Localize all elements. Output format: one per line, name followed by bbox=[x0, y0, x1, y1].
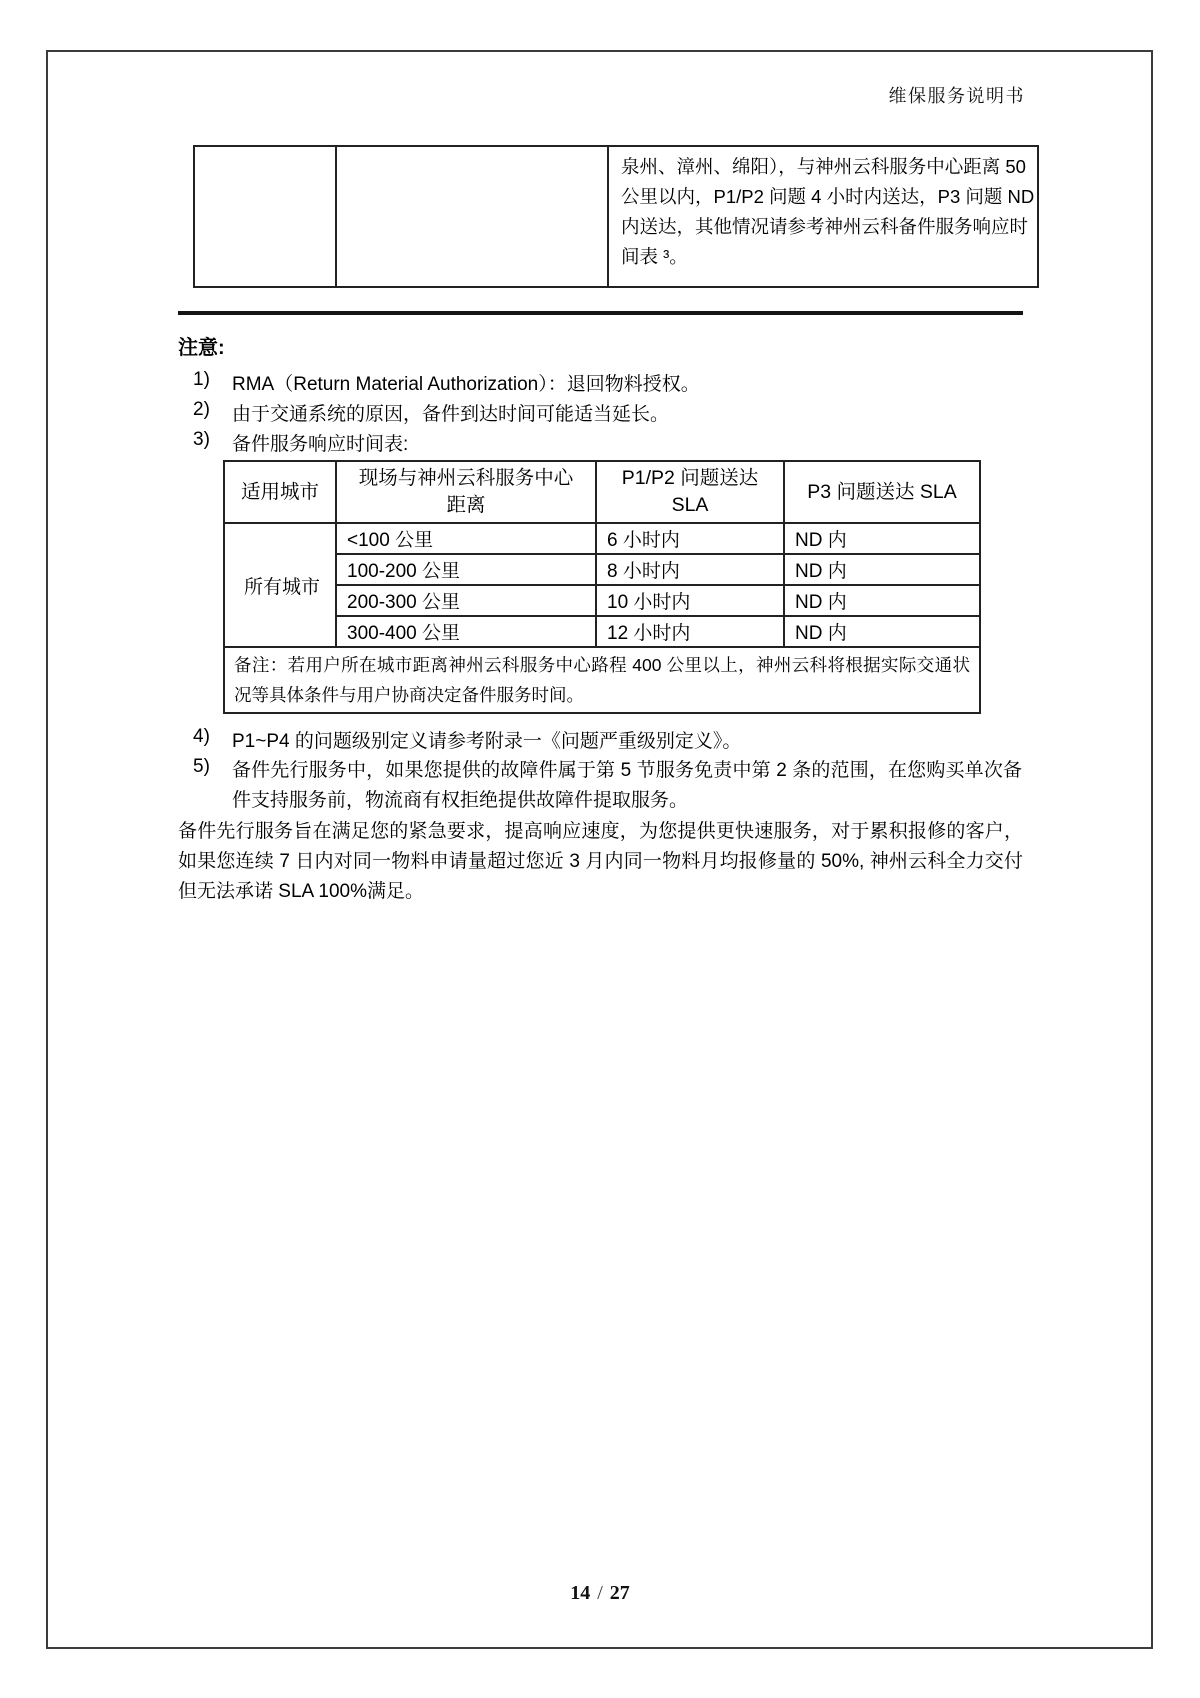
note-text-traffic: 由于交通系统的原因，备件到达时间可能适当延长。 bbox=[232, 404, 670, 425]
notes-heading: 注意: bbox=[178, 337, 225, 359]
page-header-title: 维保服务说明书 bbox=[888, 86, 1025, 106]
p12-sla-cell: 8 小时内 bbox=[596, 554, 784, 585]
note-number: 5) bbox=[193, 756, 210, 777]
p12-sla-cell: 6 小时内 bbox=[596, 523, 784, 554]
page-separator: / bbox=[597, 1582, 603, 1604]
cell-text-line: 间表 ³。 bbox=[621, 246, 688, 267]
column-header-p12-sla bbox=[596, 461, 784, 523]
header-line: P1/P2 问题送达 bbox=[621, 467, 759, 489]
p12-sla-cell: 10 小时内 bbox=[596, 585, 784, 616]
header-line: 现场与神州云科服务中心 bbox=[358, 467, 574, 489]
column-header-distance bbox=[336, 461, 596, 523]
table-remark-cell: 备注：若用户所在城市距离神州云科服务中心路程 400 公里以上，神州云科将根据实际交通状况等具体条件与用户协商决定备件服务时间。 bbox=[224, 647, 980, 713]
distance-cell: 200-300 公里 bbox=[336, 585, 596, 616]
section-divider-rule bbox=[178, 311, 1023, 315]
page-footer bbox=[0, 1582, 1200, 1605]
note-number: 4) bbox=[193, 726, 210, 747]
note-number: 2) bbox=[193, 399, 210, 420]
note-text-rma: RMA（Return Material Authorization）：退回物料授权。 bbox=[232, 374, 700, 395]
cell-text-line: 公里以内，P1/P2 问题 4 小时内送达，P3 问题 ND bbox=[621, 186, 1035, 207]
note-number: 3) bbox=[193, 429, 210, 450]
city-group-cell: 所有城市 bbox=[224, 523, 336, 647]
cell-text-line: 内送达，其他情况请参考神州云科备件服务响应时 bbox=[621, 216, 1029, 237]
continuation-table-row bbox=[194, 146, 1038, 287]
header-line: 距离 bbox=[446, 494, 486, 516]
cell-text-line: 泉州、漳州、绵阳），与神州云科服务中心距离 50 bbox=[621, 156, 1026, 177]
header-line: SLA bbox=[671, 494, 709, 516]
p3-sla-cell: ND 内 bbox=[784, 585, 980, 616]
spare-parts-delivery-cell bbox=[608, 146, 1038, 287]
table-row bbox=[224, 616, 980, 647]
note-text-p1p4-definition: P1~P4 的问题级别定义请参考附录一《问题严重级别定义》。 bbox=[232, 731, 742, 752]
table-header-row bbox=[224, 461, 980, 523]
p3-sla-cell: ND 内 bbox=[784, 554, 980, 585]
table-row bbox=[224, 585, 980, 616]
table-row bbox=[224, 554, 980, 585]
current-page-number: 14 bbox=[570, 1582, 591, 1604]
table-row bbox=[224, 523, 980, 554]
response-time-table bbox=[223, 460, 981, 714]
note-text-advance-spare: 备件先行服务中，如果您提供的故障件属于第 5 节服务免责中第 2 条的范围，在您购买单次备件支持服务前，物流商有权拒绝提供故障件提取服务。 bbox=[232, 760, 1022, 811]
column-header-p3-sla bbox=[784, 461, 980, 523]
empty-cell bbox=[336, 146, 608, 287]
note-text-response-table: 备件服务响应时间表: bbox=[232, 434, 409, 455]
header-line: P3 问题送达 SLA bbox=[807, 480, 957, 503]
column-header-city bbox=[224, 461, 336, 523]
p3-sla-cell: ND 内 bbox=[784, 523, 980, 554]
note-number: 1) bbox=[193, 369, 210, 390]
total-page-number: 27 bbox=[609, 1582, 630, 1604]
distance-cell: <100 公里 bbox=[336, 523, 596, 554]
distance-cell: 300-400 公里 bbox=[336, 616, 596, 647]
distance-cell: 100-200 公里 bbox=[336, 554, 596, 585]
header-line: 适用城市 bbox=[240, 480, 319, 503]
p12-sla-cell: 12 小时内 bbox=[596, 616, 784, 647]
closing-paragraph: 备件先行服务旨在满足您的紧急要求，提高响应速度，为您提供更快速服务，对于累积报修的客户，如果您连续 7 日内对同一物料申请量超过您近 3 月内同一物料月均报修量的 50%, 神州云科全力交付但无法承诺 SLA 100%满足。 bbox=[178, 821, 1023, 902]
table-remark-row bbox=[224, 647, 980, 713]
continuation-table bbox=[193, 145, 1039, 288]
empty-cell bbox=[194, 146, 336, 287]
p3-sla-cell: ND 内 bbox=[784, 616, 980, 647]
